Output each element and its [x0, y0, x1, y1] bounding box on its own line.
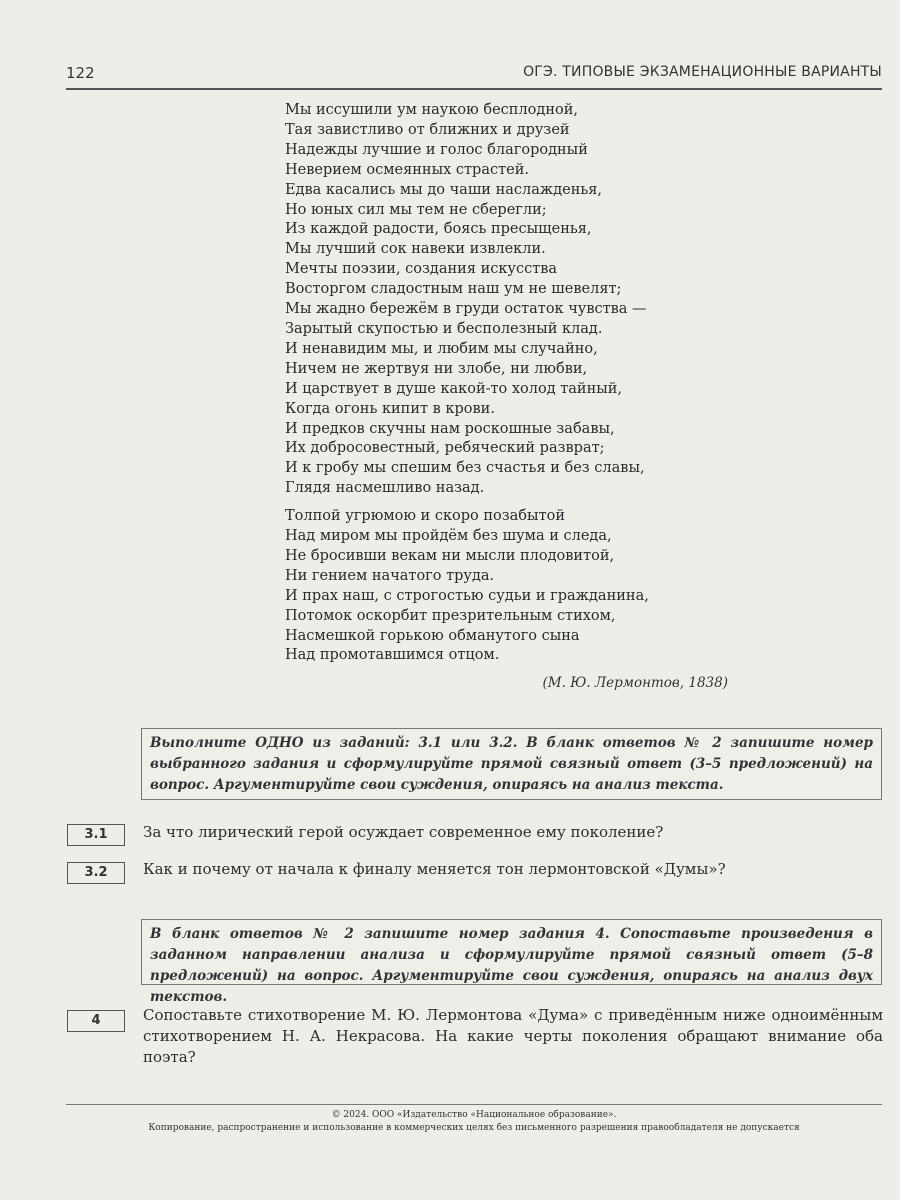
- poem-line: Но юных сил мы тем не сберегли;: [285, 201, 547, 218]
- poem-line: Мы иссушили ум наукою бесплодной,: [285, 102, 578, 118]
- task-3-2-text: Как и почему от начала к финалу меняется тон лермонтовской «Думы»?: [143, 860, 726, 878]
- poem-line: И царствует в душе какой-то холод тайный,: [285, 380, 623, 397]
- poem-line: И предков скучны нам роскошные забавы,: [285, 420, 615, 437]
- poem-line: Мы жадно бережём в груди остаток чувства —: [285, 301, 647, 318]
- poem-line: Неверием осмеянных страстей.: [285, 161, 529, 178]
- poem-line: И прах наш, с строгостью судьи и гражданина,: [285, 587, 649, 604]
- running-title: ОГЭ. ТИПОВЫЕ ЭКЗАМЕНАЦИОННЫЕ ВАРИАНТЫ: [523, 64, 882, 80]
- poem-line: Глядя насмешливо назад.: [285, 480, 485, 497]
- poem-line: И к гробу мы спешим без счастья и без славы,: [285, 460, 645, 477]
- poem-line: И ненавидим мы, и любим мы случайно,: [285, 340, 598, 357]
- poem-line: Над промотавшимся отцом.: [285, 647, 500, 664]
- poem-line: Насмешкой горькою обманутого сына: [285, 627, 580, 644]
- poem-line: Тая завистливо от ближних и друзей: [285, 121, 570, 138]
- poem-line: Их добросовестный, ребяческий разврат;: [285, 440, 605, 457]
- poem-line: Ни гением начатого труда.: [285, 567, 495, 584]
- poem-line: Ничем не жертвуя ни злобе, ни любви,: [285, 360, 588, 377]
- poem-line: Мы лучший сок навеки извлекли.: [285, 241, 546, 258]
- task-number-4: 4: [67, 1010, 125, 1032]
- task-3-1-text: За что лирический герой осуждает современное ему поколение?: [143, 823, 664, 841]
- poem-stanza-1: [285, 101, 765, 499]
- poem-line: Едва касались мы до чаши наслажденья,: [285, 181, 603, 198]
- poem-line: Над миром мы пройдём без шума и следа,: [285, 528, 612, 545]
- poem-attribution: (М. Ю. Лермонтов, 1838): [542, 675, 728, 691]
- poem-line: Потомок оскорбит презрительным стихом,: [285, 607, 616, 624]
- poem-line: Толпой угрюмою и скоро позабытой: [285, 508, 565, 525]
- page-number: 122: [66, 64, 95, 82]
- task-number-3-2: 3.2: [67, 862, 125, 884]
- copyright-notice: Копирование, распространение и использование в коммерческих целях без письменного разрешения правообладателя не допускается: [148, 1123, 800, 1133]
- poem-line: Не бросивши векам ни мысли плодовитой,: [285, 547, 615, 564]
- instruction-box-task-3: Выполните ОДНО из заданий: 3.1 или 3.2. В бланк ответов № 2 запишите номер выбранного задания и сформулируйте прямой связный ответ (3–5 предложений) на вопрос. Аргументируйте свои суждения, опираясь на анализ текста.: [141, 728, 882, 800]
- copyright-footer: [66, 1104, 882, 1135]
- task-number-3-1: 3.1: [67, 824, 125, 846]
- poem-line: Мечты поэзии, создания искусства: [285, 261, 558, 278]
- poem-line: Из каждой радости, боясь пресыщенья,: [285, 221, 592, 238]
- task-4-text: Сопоставьте стихотворение М. Ю. Лермонтова «Дума» с приведённым ниже одноимённым стихотворением Н. А. Некрасова. На какие черты поколения обращают внимание оба поэта?: [143, 1006, 883, 1066]
- copyright-line: © 2024. ООО «Издательство «Национальное образование».: [331, 1110, 617, 1120]
- poem-line: Когда огонь кипит в крови.: [285, 400, 495, 417]
- poem: [285, 101, 765, 666]
- page-header: [66, 62, 882, 90]
- poem-line: Восторгом сладостным наш ум не шевелят;: [285, 281, 622, 298]
- poem-line: Надежды лучшие и голос благородный: [285, 141, 588, 158]
- poem-line: Зарытый скупостью и бесполезный клад.: [285, 320, 603, 337]
- instruction-box-task-4: В бланк ответов № 2 запишите номер задания 4. Сопоставьте произведения в заданном направлении анализа и сформулируйте прямой связный ответ (5–8 предложений) на вопрос. Аргументируйте свои суждения, опираясь на анализ двух текстов.: [141, 919, 882, 985]
- poem-stanza-2: [285, 507, 765, 666]
